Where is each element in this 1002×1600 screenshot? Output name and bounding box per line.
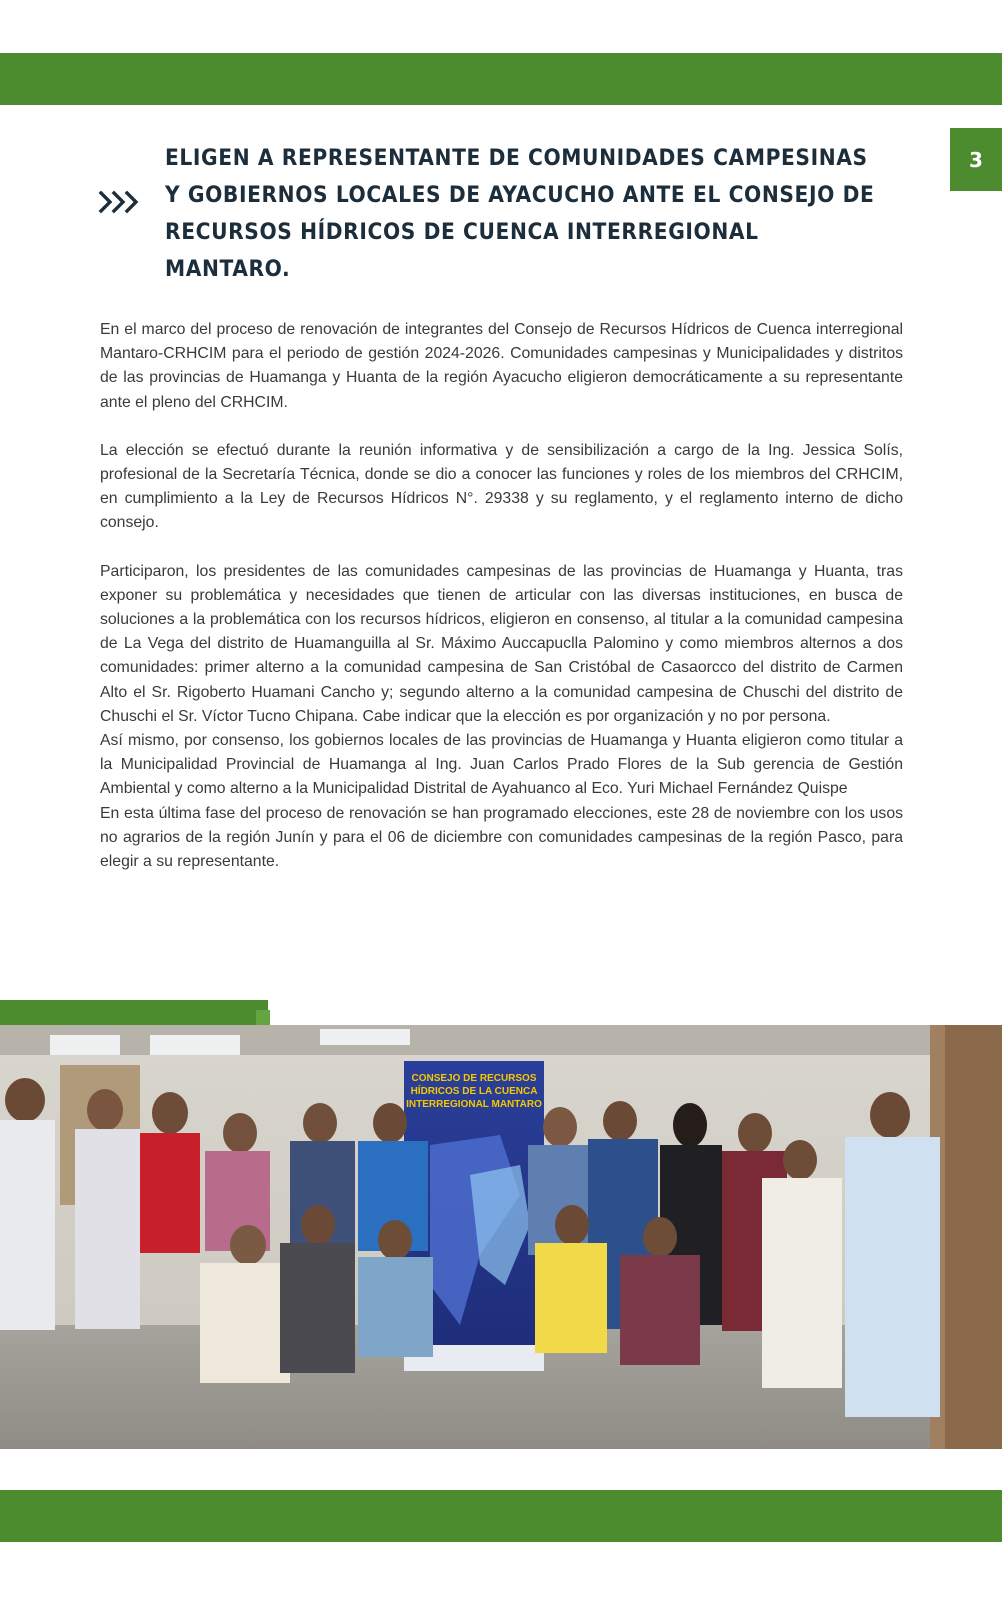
paragraph: En esta última fase del proceso de renovación se han programado elecciones, este 28 de noviembre con los usos no agrarios de la región Junín y para el 06 de diciembre con comunidades campesinas de la región Pasco, para elegir a su representante. <box>100 804 903 871</box>
page-number: 3 <box>969 147 983 172</box>
triple-chevron-right-icon <box>98 190 142 214</box>
top-green-band <box>0 53 1002 105</box>
paragraph: La elección se efectuó durante la reunión informativa y de sensibilización a cargo de la Ing. Jessica Solís, profesional de la Secretaría Técnica, donde se dio a conocer las funciones y roles de los miembros del CRHCIM, en cumplimiento a la Ley de Recursos Hídricos N°. 29338 y su reglamento, y el reglamento interno de dicho consejo. <box>100 441 903 532</box>
paragraph: Así mismo, por consenso, los gobiernos locales de las provincias de Huamanga y Huanta eligieron como titular a la Municipalidad Provincial de Huamanga al Ing. Juan Carlos Prado Flores de la Sub gerencia de Gestión Ambiental y como alterno a la Municipalidad Distrital de Ayahuanco al Eco. Yuri Michael Fernández Quispe <box>100 732 903 798</box>
photo-accent-notch <box>256 1010 270 1026</box>
photo-accent-strip <box>0 1000 268 1026</box>
paragraph: En el marco del proceso de renovación de integrantes del Consejo de Recursos Hídricos de Cuenca interregional Mantaro-CRHCIM para el periodo de gestión 2024-2026. Comunidades campesinas y Municipalidades y distritos de las provincias de Huamanga y Huanta de la región Ayacucho eligieron democráticamente a su representante ante el pleno del CRHCIM. <box>100 321 903 411</box>
page-number-tab <box>950 128 1002 191</box>
article-body <box>100 318 903 874</box>
banner-line: CONSEJO DE RECURSOS <box>411 1073 537 1084</box>
group-photo <box>0 1025 1002 1449</box>
bottom-green-band <box>0 1490 1002 1542</box>
banner-line: INTERREGIONAL MANTARO <box>406 1099 542 1110</box>
banner-line: HÍDRICOS DE LA CUENCA <box>410 1086 538 1097</box>
paragraph: Participaron, los presidentes de las comunidades campesinas de las provincias de Huamanga y Huanta, tras exponer su problemática y necesidades que tienen de articular con las diversas instituciones, en busca de soluciones a la problemática con los recursos hídricos, eligieron en consenso, al titular a la comunidad campesina de La Vega del distrito de Huamanguilla al Sr. Máximo Auccapuclla Palomino y como miembros alternos a dos comunidades: primer alterno a la comunidad campesina de San Cristóbal de Casaorcco del distrito de Carmen Alto el Sr. Rigoberto Huamani Cancho y; segundo alterno a la comunidad campesina de Chuschi del distrito de Chuschi el Sr. Víctor Tucno Chipana. Cabe indicar que la elección es por organización y no por persona. <box>100 562 903 725</box>
article-headline: ELIGEN A REPRESENTANTE DE COMUNIDADES CAMPESINAS Y GOBIERNOS LOCALES DE AYACUCHO ANTE EL CONSEJO DE RECURSOS HÍDRICOS DE CUENCA INTERREGIONAL MANTARO. <box>165 145 875 282</box>
